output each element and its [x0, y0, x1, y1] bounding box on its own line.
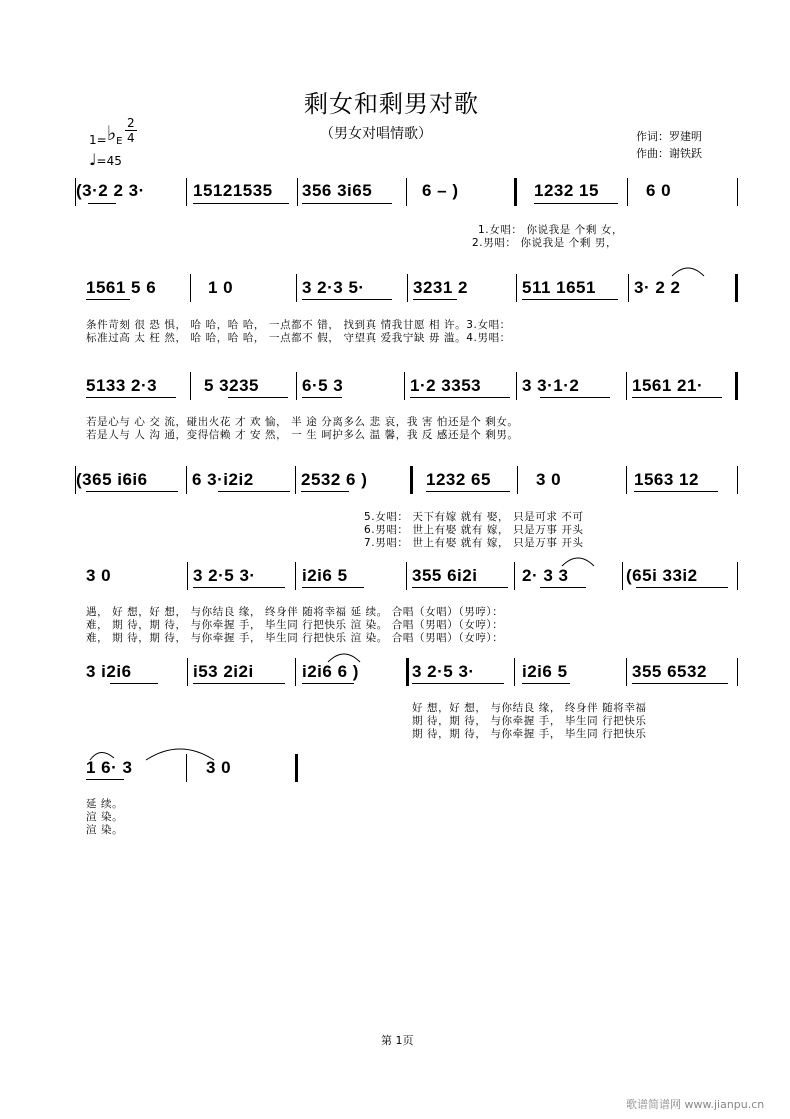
barline — [186, 178, 187, 206]
beam-line — [88, 203, 116, 204]
beam-line — [193, 683, 285, 684]
beam-line — [410, 397, 510, 398]
repeat-end-barline — [295, 754, 298, 782]
lyric-line: 若是心与 心 交 流，碰出火花 才 欢 愉， 半 途 分离多么 悲 哀，我 害 怕还是个 剩女。 — [86, 416, 519, 428]
barline — [626, 466, 627, 494]
barline — [187, 658, 188, 686]
tempo-marking — [89, 150, 122, 169]
barline — [295, 658, 296, 686]
flat-symbol: ♭ — [106, 121, 117, 145]
quarter-note-icon: ♩ — [89, 150, 97, 169]
measure: 3 0 — [536, 470, 562, 489]
barline — [406, 562, 407, 590]
measure: 2532 6 ) — [301, 470, 368, 489]
beam-line — [86, 299, 130, 300]
measure: 6·5 3 — [302, 376, 344, 395]
measure: i53 2i2i — [193, 662, 254, 681]
barline — [186, 466, 187, 494]
measure: 2· 3 3 — [522, 566, 569, 585]
tempo-value: =45 — [96, 154, 122, 168]
measure: 1232 65 — [426, 470, 491, 489]
subtitle: （男女对唱情歌） — [320, 126, 432, 142]
barline — [737, 466, 738, 494]
beam-line — [540, 587, 586, 588]
measure: (365 i6i6 — [76, 470, 148, 489]
beam-line — [632, 397, 722, 398]
barline — [516, 274, 517, 302]
measure: 3 i2i6 — [86, 662, 132, 681]
measure: 355 6532 — [632, 662, 707, 681]
measure: 3· 2 2 — [634, 278, 681, 297]
beam-line — [193, 203, 289, 204]
barline — [737, 562, 738, 590]
measure: 1232 15 — [534, 181, 599, 200]
repeat-start-barline — [514, 178, 517, 206]
beam-line — [218, 491, 290, 492]
time-numerator: 2 — [127, 116, 135, 130]
barline — [737, 658, 738, 686]
lyric-line: 渲 染。 — [86, 811, 124, 823]
beam-line — [632, 683, 728, 684]
lyric-line: 难， 期 待，期 待， 与你牵握 手， 毕生同 行把快乐 渲 染。 合唱（男唱）（女哼）： — [86, 632, 504, 644]
beam-line — [302, 683, 354, 684]
beam-line — [412, 683, 504, 684]
lyric-line: 1.女唱： 你说我是 个剩 女， — [478, 224, 624, 236]
measure: 5133 2·3 — [86, 376, 158, 395]
measure: 1 0 — [208, 278, 234, 297]
barline — [190, 274, 191, 302]
barline — [190, 372, 191, 400]
beam-line — [413, 299, 457, 300]
lyric-line: 若是人与 人 沟 通，变得信赖 才 安 然， 一 生 呵护多么 温 馨，我 反 感还是个 剩男。 — [86, 429, 519, 441]
repeat-end-barline — [735, 274, 738, 302]
lyric-line: 2.男唱： 你说我是 个剩 男， — [472, 237, 618, 249]
key-label: 1= — [89, 133, 107, 147]
measure: i2i6 5 — [302, 566, 348, 585]
beam-line — [302, 203, 392, 204]
barline — [296, 372, 297, 400]
watermark: 歌谱简谱网 www.jianpu.cn — [626, 1098, 765, 1111]
measure: i2i6 5 — [522, 662, 568, 681]
lyricist: 作词：罗建明 — [636, 130, 702, 143]
lyric-line: 条件苛刻 很 恐 惧， 哈 哈，哈 哈， 一点都不 错， 找到真 情我甘愿 相 许。3.女唱： — [86, 319, 511, 331]
lyric-line: 7.男唱： 世上有娶 就有 嫁， 只是万事 开头 — [364, 537, 584, 549]
barline — [516, 372, 517, 400]
measure: 6 0 — [646, 181, 672, 200]
repeat-start-barline — [410, 466, 413, 494]
barline — [295, 466, 296, 494]
measure: 1 6· 3 — [86, 758, 133, 777]
slur-arc — [560, 552, 600, 568]
beam-line — [540, 397, 610, 398]
barline — [737, 178, 738, 206]
barline — [628, 274, 629, 302]
measure: 1·2 3353 — [410, 376, 482, 395]
barline — [406, 178, 407, 206]
barline — [296, 274, 297, 302]
beam-line — [110, 683, 158, 684]
beam-line — [636, 587, 728, 588]
beam-line — [86, 491, 178, 492]
beam-line — [426, 491, 510, 492]
measure: 3231 2 — [413, 278, 468, 297]
lyric-line: 渲 染。 — [86, 824, 124, 836]
composer: 作曲：谢铁跃 — [636, 147, 702, 160]
measure: 3 0 — [86, 566, 112, 585]
lyric-line: 期 待，期 待， 与你牵握 手， 毕生同 行把快乐 — [412, 715, 647, 727]
measure: 355 6i2i — [412, 566, 478, 585]
measure: 511 1651 — [522, 278, 596, 297]
measure: (65i 33i2 — [626, 566, 698, 585]
beam-line — [86, 397, 176, 398]
beam-line — [301, 491, 349, 492]
barline — [514, 562, 515, 590]
measure: 15121535 — [193, 181, 273, 200]
page-number: 第 1页 — [381, 1034, 414, 1047]
lyric-line: 好 想，好 想， 与你结良 缘， 终身伴 随将幸福 — [412, 702, 647, 714]
beam-line — [634, 491, 718, 492]
measure: 3 3·1·2 — [522, 376, 580, 395]
measure: 6 – ) — [422, 181, 459, 200]
barline — [514, 658, 515, 686]
measure: 3 2·5 3· — [412, 662, 475, 681]
barline — [404, 372, 405, 400]
measure: 6 3·i2i2 — [192, 470, 254, 489]
time-signature — [125, 116, 137, 145]
repeat-end-barline — [735, 372, 738, 400]
measure: 3 2·5 3· — [193, 566, 256, 585]
beam-line — [228, 397, 288, 398]
beam-line — [302, 299, 392, 300]
barline — [517, 466, 518, 494]
measure: i2i6 6 ) — [302, 662, 359, 681]
lyric-line: 标准过高 太 枉 然， 哈 哈，哈 哈， 一点都不 假， 守望真 爱我宁缺 毋 滥。4.男唱： — [86, 332, 511, 344]
lyric-line: 延 续。 — [86, 798, 124, 810]
lyric-line: 5.女唱： 天下有嫁 就有 娶， 只是可求 不可 — [364, 511, 584, 523]
measure: 5 3235 — [204, 376, 259, 395]
barline — [626, 372, 627, 400]
lyric-line: 难， 期 待，期 待， 与你牵握 手， 毕生同 行把快乐 渲 染。 合唱（男唱）（女哼）： — [86, 619, 504, 631]
beam-line — [302, 587, 364, 588]
barline — [626, 658, 627, 686]
barline — [186, 754, 187, 782]
beam-line — [86, 779, 124, 780]
slur-arc — [326, 648, 366, 664]
beam-line — [302, 397, 342, 398]
measure: 356 3i65 — [302, 181, 373, 200]
key-note: E — [116, 136, 123, 147]
beam-line — [522, 683, 570, 684]
beam-line — [412, 587, 508, 588]
measure: 3 0 — [206, 758, 232, 777]
barline — [295, 562, 296, 590]
beam-line — [193, 587, 285, 588]
barline — [627, 178, 628, 206]
measure: 1561 21· — [632, 376, 704, 395]
repeat-start-barline — [406, 658, 409, 686]
page-title: 剩女和剩男对歌 — [304, 90, 479, 118]
measure: 3 2·3 5· — [302, 278, 365, 297]
measure: (3·2 2 3· — [76, 181, 145, 200]
barline — [187, 562, 188, 590]
measure: 1563 12 — [634, 470, 699, 489]
measure: 1561 5 6 — [86, 278, 157, 297]
lyric-line: 6.男唱： 世上有娶 就有 嫁， 只是万事 开头 — [364, 524, 584, 536]
lyric-line: 遇， 好 想，好 想， 与你结良 缘， 终身伴 随将幸福 延 续。 合唱（女唱）（男哼）： — [86, 606, 504, 618]
time-denominator: 4 — [127, 131, 135, 145]
slur-arc — [670, 262, 710, 278]
barline — [622, 562, 623, 590]
beam-line — [534, 203, 618, 204]
beam-line — [522, 299, 618, 300]
key-signature — [89, 121, 123, 149]
barline — [407, 274, 408, 302]
lyric-line: 期 待，期 待， 与你牵握 手， 毕生同 行把快乐 — [412, 728, 647, 740]
barline — [297, 178, 298, 206]
